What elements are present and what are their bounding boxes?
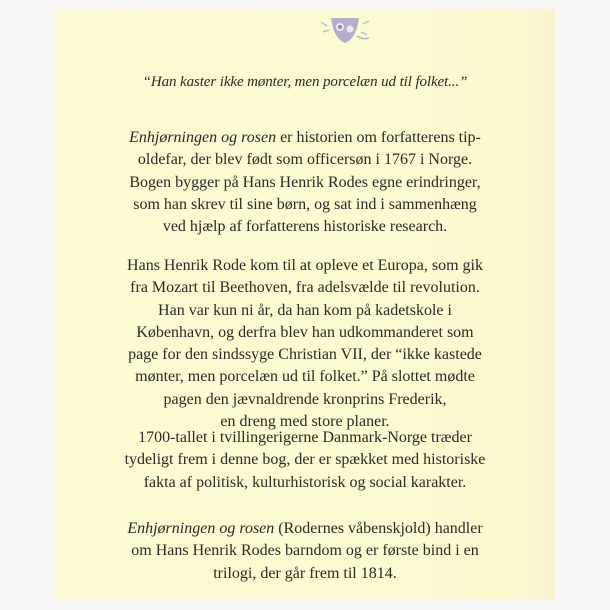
coat-of-arms-icon [317,18,373,44]
text-line: ved hjælp af forfatterens historiske research. [162,218,448,236]
tagline-quote: “Han kaster ikke mønter, men porcelæn ud til folket...” [142,74,468,90]
text-line: København, og derfra blev han udkommanderet som [136,323,474,341]
text-line: page for den sindssyge Christian VII, der “ikke kastede [128,346,482,364]
text-line: fra Mozart til Beethoven, fra adelsvælde til revolution. [130,279,480,297]
paragraph-europe [65,255,545,433]
text-line: en dreng med store planer. [220,413,390,431]
book-title: Enhjørningen og rosen [129,129,277,146]
text-line: Han var kun ni år, da han kom på kadetskole i [158,301,452,319]
book-title: Enhjørningen og rosen [127,520,275,537]
paragraph-intro [65,127,545,238]
text-line: pagen den jævnaldrende kronprins Frederik, [163,390,447,408]
text-line: Bogen bygger på Hans Henrik Rodes egne erindringer, [129,173,481,191]
book-back-cover [55,9,555,600]
text-line: Enhjørningen og rosen er historien om forfatterens tip- [129,129,481,146]
paragraph-trilogy [65,518,545,585]
paragraph-1700s [65,427,545,494]
text-line: Hans Henrik Rode kom til at opleve et Europa, som gik [127,257,483,274]
text-line: fakta af politisk, kulturhistorisk og social karakter. [143,473,467,491]
text-line: om Hans Henrik Rodes barndom og er første bind i en [131,542,479,560]
text-line: tydeligt frem i denne bog, der er spækket med historiske [124,451,486,469]
text-line: mønter, men porcelæn ud til folket.” På slottet mødte [135,368,475,386]
text-line: oldefar, der blev født som officersøn i 1767 i Norge. [137,151,473,169]
text-line: trilogi, der går frem til 1814. [213,564,397,582]
text-line: Enhjørningen og rosen (Rodernes våbenskjold) handler [127,520,483,537]
text-line: som han skrev til sine børn, og sat ind i sammenhæng [133,195,477,213]
text-line: 1700-tallet i tvillingerigerne Danmark-Norge træder [138,429,472,446]
